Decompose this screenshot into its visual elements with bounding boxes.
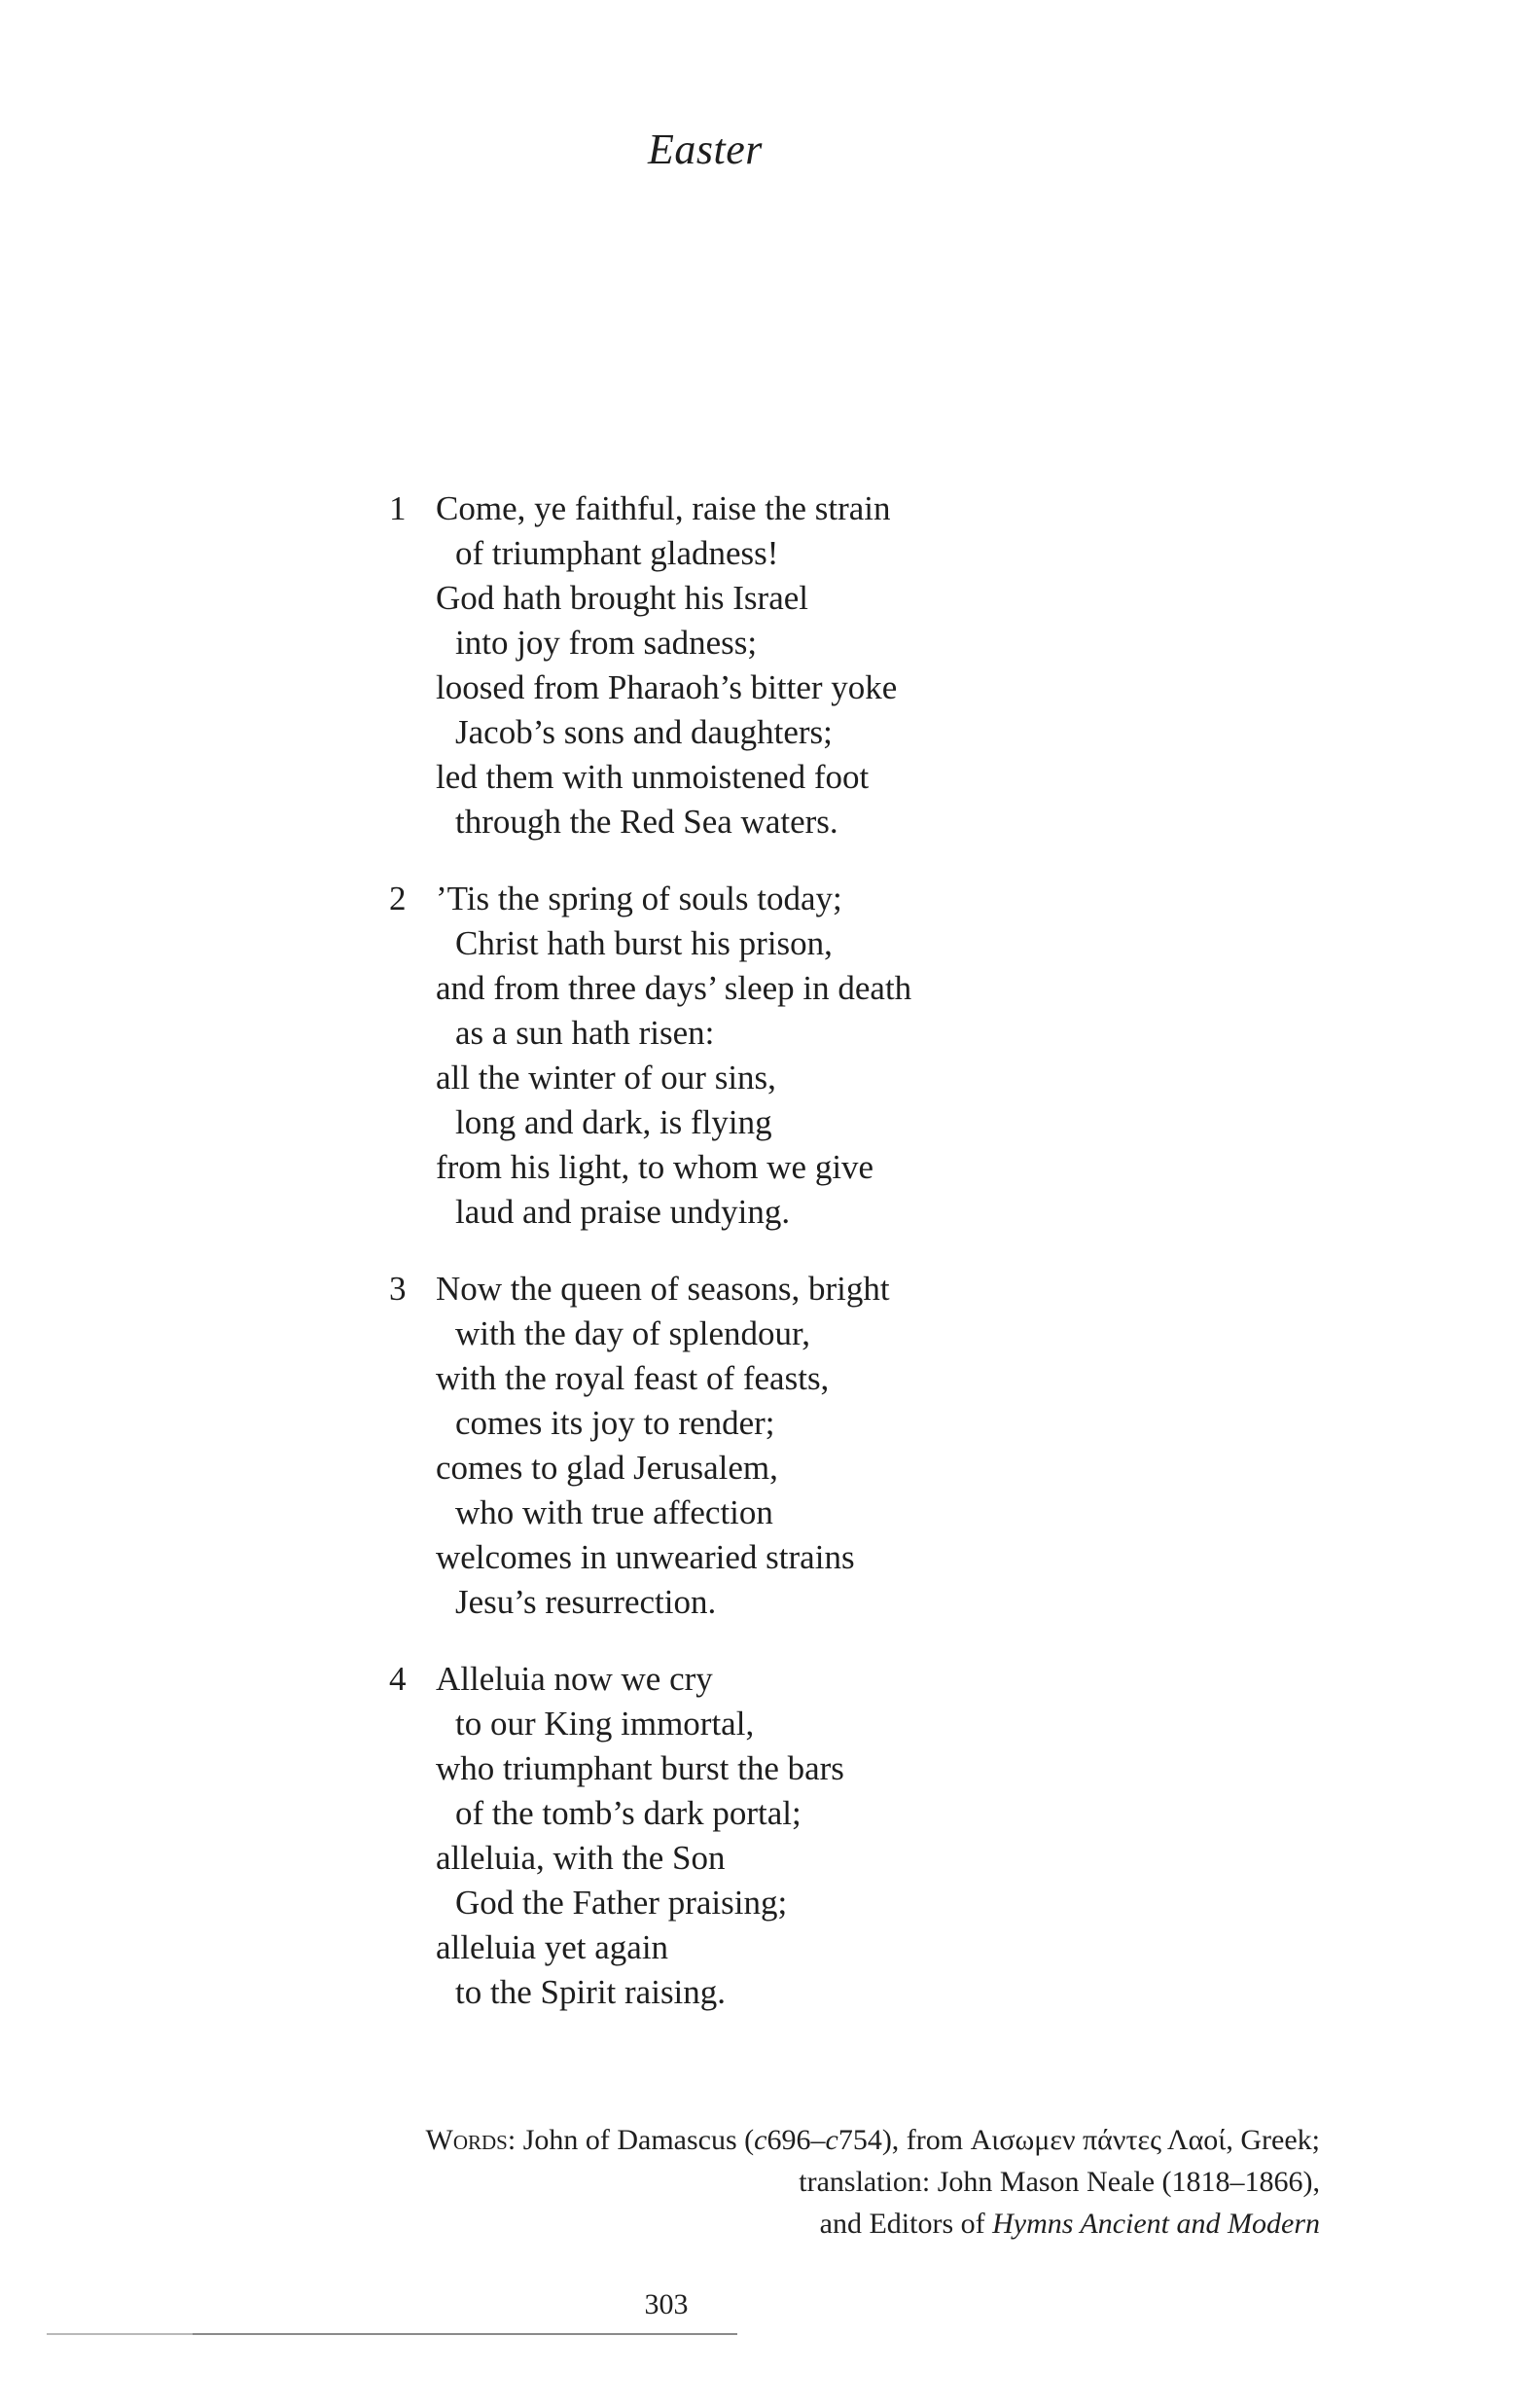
footer-rule-faint [47,2333,193,2335]
verse-line: God hath brought his Israel [436,579,808,617]
attribution [426,2119,1320,2245]
verse-line: comes its joy to render; [455,1404,775,1442]
verse-1 [389,486,1089,845]
attribution-line-1 [426,2119,1320,2161]
verse-line: ’Tis the spring of souls today; [436,880,842,917]
attribution-date: 696– [766,2124,826,2156]
verse-line: Jacob’s sons and daughters; [455,713,833,751]
verse-line: and from three days’ sleep in death [436,969,912,1007]
verse-line: Christ hath burst his prison, [455,924,833,962]
verse-line: Jesu’s resurrection. [455,1583,717,1621]
verse-line: through the Red Sea waters. [455,803,838,841]
verse-line: Now the queen of seasons, bright [436,1270,890,1308]
hymn-text [389,486,1089,2047]
verse-4 [389,1657,1089,2015]
verse-line: with the royal feast of feasts, [436,1359,830,1397]
attribution-circa: c [754,2124,767,2156]
verse-line: to the Spirit raising. [455,1973,727,2011]
verse-line: of the tomb’s dark portal; [455,1794,802,1832]
verse-line: long and dark, is flying [455,1103,772,1141]
verse-3 [389,1267,1089,1625]
verse-line: welcomes in unwearied strains [436,1538,855,1576]
attribution-label: Words [425,2124,508,2156]
page-title: Easter [648,126,763,173]
attribution-source: 754), from Αισωμεν πάντες Λαοί, Greek; [837,2124,1320,2156]
verse-line: Come, ye faithful, raise the strain [436,489,891,527]
verse-line: laud and praise undying. [455,1193,791,1231]
verse-line: all the winter of our sins, [436,1059,776,1096]
page-number: 303 [644,2288,689,2320]
attribution-circa: c [825,2124,838,2156]
verse-line: from his light, to whom we give [436,1148,874,1186]
verse-line: alleluia, with the Son [436,1839,726,1877]
verse-line: who triumphant burst the bars [436,1749,844,1787]
verse-line: with the day of splendour, [455,1314,811,1352]
verse-2 [389,877,1089,1235]
footer-rule [193,2333,737,2335]
verse-line: God the Father praising; [455,1884,788,1922]
attribution-book-title: Hymns Ancient and Modern [992,2208,1320,2240]
verse-line: into joy from sadness; [455,624,758,662]
attribution-line-2: translation: John Mason Neale (1818–1866), [799,2166,1320,2198]
attribution-line-3 [426,2203,1320,2245]
verse-line: as a sun hath risen: [455,1014,715,1052]
attribution-editors: and Editors of [819,2208,993,2240]
attribution-author: : John of Damascus ( [507,2124,755,2156]
verse-line: led them with unmoistened foot [436,758,870,796]
verse-line: alleluia yet again [436,1928,669,1966]
verse-line: of triumphant gladness! [455,534,779,572]
verse-line: Alleluia now we cry [436,1660,713,1698]
verse-number: 1 [389,489,407,527]
verse-number: 3 [389,1270,407,1308]
verse-line: who with true affection [455,1493,773,1531]
verse-number: 2 [389,880,407,917]
verse-line: to our King immortal, [455,1705,755,1743]
verse-line: loosed from Pharaoh’s bitter yoke [436,668,898,706]
verse-line: comes to glad Jerusalem, [436,1449,778,1487]
verse-number: 4 [389,1660,407,1698]
